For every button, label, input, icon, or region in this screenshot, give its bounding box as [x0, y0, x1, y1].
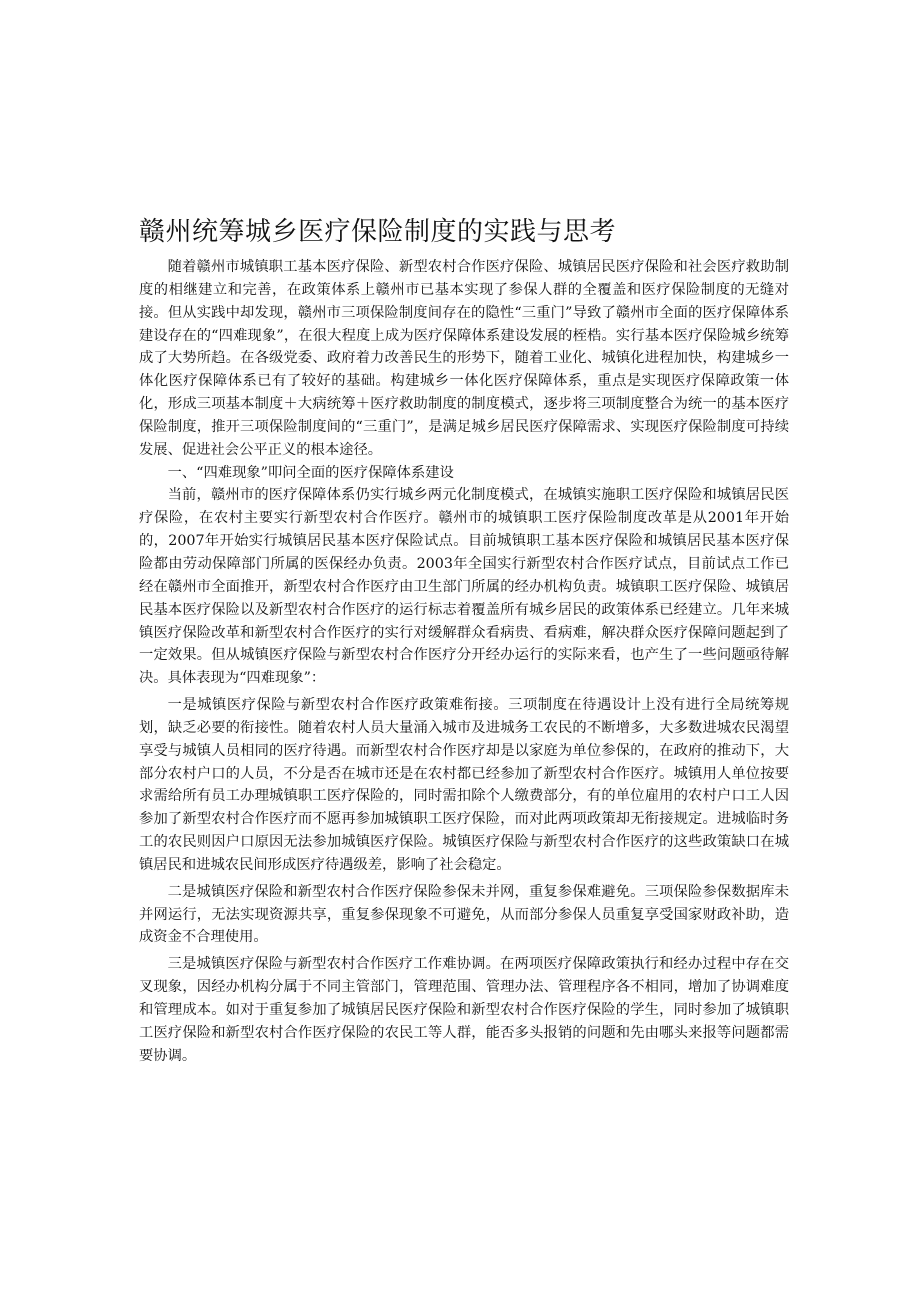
paragraph-problem-1: 一是城镇医疗保险与新型农村合作医疗政策难衔接。三项制度在待遇设计上没有进行全局统筹规划，缺乏必要的衔接性。随着农村人员大量涌入城市及进城务工农民的不断增多，大多数进城农民渴望享受与城镇人员相同的医疗待遇。而新型农村合作医疗却是以家庭为单位参保的，在政府的推动下，大部分农村户口的人员，不分是否在城市还是在农村都已经参加了新型农村合作医疗。城镇用人单位按要求需给所有员工办理城镇职工医疗保险的，同时需扣除个人缴费部分，有的单位雇用的农村户口工人因参加了新型农村合作医疗而不愿再参加城镇职工医疗保险，而对此两项政策却无衔接规定。进城临时务工的农民则因户口原因无法参加城镇医疗保险。城镇医疗保险与新型农村合作医疗的这些政策缺口在城镇居民和进城农民间形成医疗待遇级差，影响了社会稳定。: [139, 697, 789, 873]
document-body: [139, 256, 789, 1068]
section-heading-1: 一、“四难现象”叩问全面的医疗保障体系建设: [167, 464, 454, 481]
document-title: 赣州统筹城乡医疗保险制度的实践与思考: [139, 217, 617, 247]
paragraph-current-situation: 当前，赣州市的医疗保障体系仍实行城乡两元化制度模式，在城镇实施职工医疗保险和城镇居民医疗保险，在农村主要实行新型农村合作医疗。赣州市的城镇职工医疗保险制度改革是从2001年开始的，2007年开始实行城镇居民基本医疗保险试点。目前城镇职工基本医疗保险和城镇居民基本医疗保险都由劳动保障部门所属的医保经办负责。2003年全国实行新型农村合作医疗试点，目前试点工作已经在赣州市全面推开，新型农村合作医疗由卫生部门所属的经办机构负责。城镇职工医疗保险、城镇居民基本医疗保险以及新型农村合作医疗的运行标志着覆盖所有城乡居民的政策体系已经建立。几年来城镇医疗保险改革和新型农村合作医疗的实行对缓解群众看病贵、看病难，解决群众医疗保障问题起到了一定效果。但从城镇医疗保险与新型农村合作医疗分开经办运行的实际来看，也产生了一些问题亟待解决。具体表现为“四难现象”：: [139, 487, 789, 687]
paragraph-problem-2: 二是城镇医疗保险和新型农村合作医疗保险参保未并网，重复参保难避免。三项保险参保数据库未并网运行，无法实现资源共享，重复参保现象不可避免，从而部分参保人员重复享受国家财政补助，造成资金不合理使用。: [139, 883, 789, 946]
paragraph-problem-3: 三是城镇医疗保险与新型农村合作医疗工作难协调。在两项医疗保障政策执行和经办过程中存在交叉现象，因经办机构分属于不同主管部门，管理范围、管理办法、管理程序各不相同，增加了协调难度和管理成本。如对于重复参加了城镇居民医疗保险和新型农村合作医疗保险的学生，同时参加了城镇职工医疗保险和新型农村合作医疗保险的农民工等人群，能否多头报销的问题和先由哪头来报等问题都需要协调。: [139, 956, 789, 1064]
paragraph-intro: 随着赣州市城镇职工基本医疗保险、新型农村合作医疗保险、城镇居民医疗保险和社会医疗救助制度的相继建立和完善，在政策体系上赣州市已基本实现了参保人群的全覆盖和医疗保险制度的无缝对接。但从实践中却发现，赣州市三项保险制度间存在的隐性“三重门”导致了赣州市全面的医疗保障体系建设存在的“四难现象”，在很大程度上成为医疗保障体系建设发展的桎梏。实行基本医疗保险城乡统筹成了大势所趋。在各级党委、政府着力改善民生的形势下，随着工业化、城镇化进程加快，构建城乡一体化医疗保障体系已有了较好的基础。构建城乡一体化医疗保障体系，重点是实现医疗保障政策一体化，形成三项基本制度＋大病统筹＋医疗救助制度的制度模式，逐步将三项制度整合为统一的基本医疗保险制度，推开三项保险制度间的“三重门”，是满足城乡居民医疗保障需求、实现医疗保险制度可持续发展、促进社会公平正义的根本途径。: [139, 259, 789, 458]
